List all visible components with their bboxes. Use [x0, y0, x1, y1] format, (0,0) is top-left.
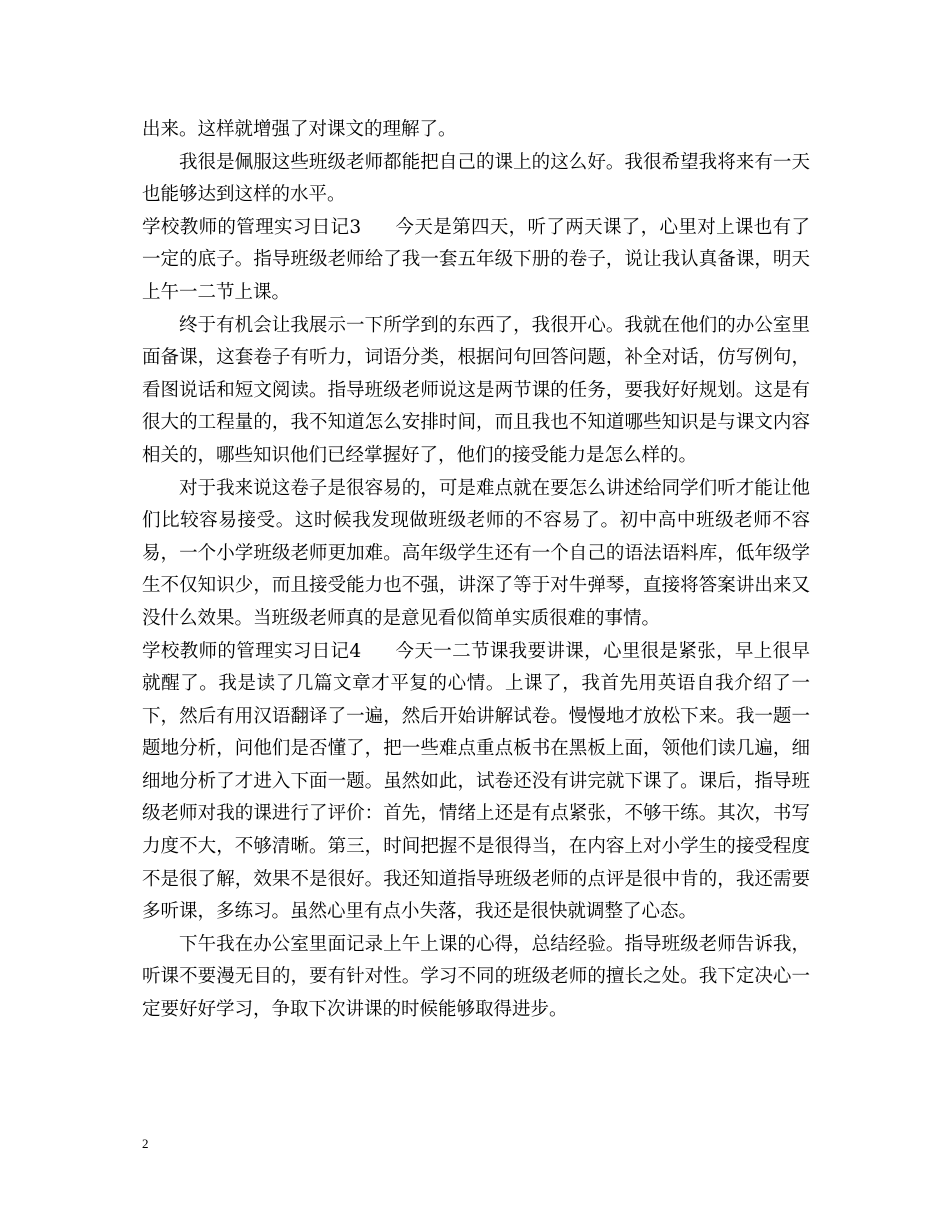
diary-entry-title: 学校教师的管理实习日记3 [142, 216, 362, 238]
diary-entry-4 [142, 636, 810, 929]
paragraph: 我很是佩服这些班级老师都能把自己的课上的这么好。我很希望我将来有一天也能够达到这样的水平。 [142, 151, 810, 206]
paragraph-continuation: 出来。这样就增强了对课文的理解了。 [142, 119, 457, 140]
paragraph: 终于有机会让我展示一下所学到的东西了，我很开心。我就在他们的办公室里面备课，这套卷子有听力，词语分类，根据问句回答问题，补全对话，仿写例句，看图说话和短文阅读。指导班级老师说这是两节课的任务，要我好好规划。这是有很大的工程量的，我不知道怎么安排时间，而且我也不知道哪些知识是与课文内容相关的，哪些知识他们已经掌握好了，他们的接受能力是怎么样的。 [142, 314, 810, 466]
diary-entry-3 [142, 212, 810, 310]
document-body [142, 114, 810, 1027]
diary-entry-text: 今天是第四天，听了两天课了，心里对上课也有了一定的底子。指导班级老师给了我一套五年级下册的卷子，说让我认真备课，明天上午一二节上课。 [142, 216, 810, 303]
paragraph: 下午我在办公室里面记录上午上课的心得，总结经验。指导班级老师告诉我，听课不要漫无目的，要有针对性。学习不同的班级老师的擅长之处。我下定决心一定要好好学习，争取下次讲课的时候能够取得进步。 [142, 933, 810, 1021]
paragraph: 对于我来说这卷子是很容易的，可是难点就在要怎么讲述给同学们听才能让他们比较容易接受。这时候我发现做班级老师的不容易了。初中高中班级老师不容易，一个小学班级老师更加难。高年级学生还有一个自己的语法语料库，低年级学生不仅知识少，而且接受能力也不强，讲深了等于对牛弹琴，直接将答案讲出来又没什么效果。当班级老师真的是意见看似简单实质很难的事情。 [142, 477, 810, 629]
diary-entry-text: 今天一二节课我要讲课，心里很是紧张，早上很早就醒了。我是读了几篇文章才平复的心情。上课了，我首先用英语自我介绍了一下，然后有用汉语翻译了一遍，然后开始讲解试卷。慢慢地才放松下来。我一题一题地分析，问他们是否懂了，把一些难点重点板书在黑板上面，领他们读几遍，细细地分析了才进入下面一题。虽然如此，试卷还没有讲完就下课了。课后，指导班级老师对我的课进行了评价：首先，情绪上还是有点紧张，不够干练。其次，书写力度不大，不够清晰。第三，时间把握不是很得当，在内容上对小学生的接受程度不是很了解，效果不是很好。我还知道指导班级老师的点评是很中肯的，我还需要多听课，多练习。虽然心里有点小失落，我还是很快就调整了心态。 [142, 640, 810, 923]
diary-entry-title: 学校教师的管理实习日记4 [142, 640, 362, 662]
page-number: 2 [142, 1136, 149, 1151]
